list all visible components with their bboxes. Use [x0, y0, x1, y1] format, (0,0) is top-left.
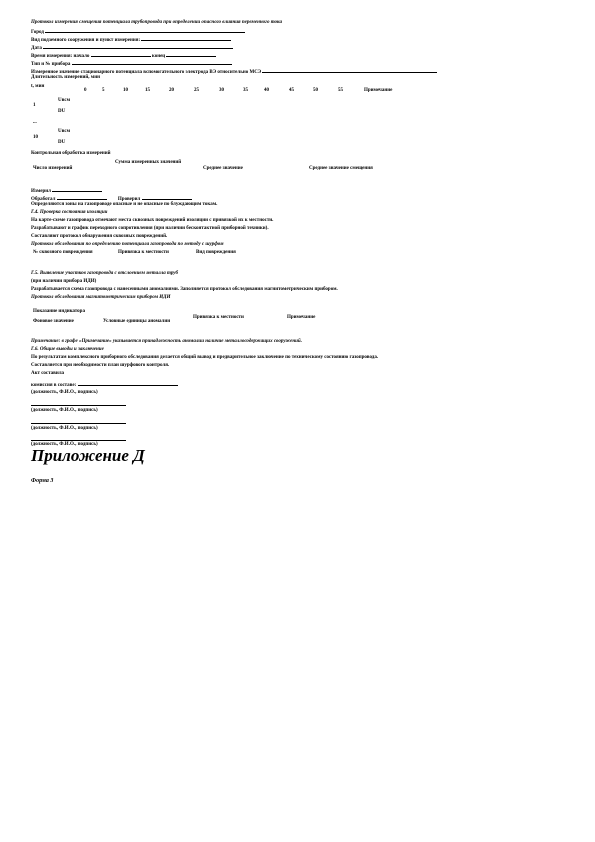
g4-title: Г.4. Проверка состояния изоляции [31, 210, 108, 215]
field-end-label: конец [151, 54, 166, 59]
signature: (должность, Ф.И.О., подпись) [31, 426, 98, 431]
signature-rule [31, 423, 126, 424]
fill-line [141, 35, 231, 41]
time-tick: 55 [338, 88, 343, 93]
control-title: Контрольная обработка измерений [31, 151, 111, 156]
signature: (должность, Ф.И.О., подпись) [31, 442, 98, 447]
fill-line [262, 67, 437, 73]
g5-col: Показание индикатора [33, 309, 85, 314]
g4-line: Разрабатывают и график переходного сопротивления (при наличии бесконтактной приборной техники). [31, 226, 269, 231]
note-zone: Определяются зоны на газопроводе опасные и не опасные по блуждающим токам. [31, 202, 218, 207]
g5-title: Г.5. Выявление участков газопровода с отслоением металла труб [31, 271, 179, 276]
time-tick: 15 [145, 88, 150, 93]
g4-line: На карте-схеме газопровода отмечают места сквозных повреждений изоляции с привязкой их к местности. [31, 218, 274, 223]
g4-line: Составляют протокол обнаружения сквозных повреждений. [31, 234, 168, 239]
signoff-label: Измерил [31, 189, 51, 194]
time-tick: 10 [123, 88, 128, 93]
row-index: ... [33, 120, 37, 125]
time-tick: 40 [264, 88, 269, 93]
g6-line: По результатам комплексного приборного обследования делается общий вывод и предварительное заключение по техническому состоянию газопровода. [31, 355, 379, 360]
g4-protocol: Протокол обследования по определению потенциала газопровода по методу с шурфом [31, 242, 224, 247]
g5-col: Условные единицы аномалии [103, 319, 171, 324]
time-tick: 35 [243, 88, 248, 93]
control-col: Число измерений [33, 166, 73, 171]
appendix-title: Приложение Д [31, 446, 145, 465]
signoff-label: Проверил [117, 197, 141, 202]
measured-value-label: Измеренное значение стационарного потенциала вспомогательного электрода ВЭ относительно МСЭ [31, 70, 262, 75]
g5-col: Примечание [287, 315, 316, 320]
signature: (должность, Ф.И.О., подпись) [31, 390, 98, 395]
time-tick: 0 [84, 88, 87, 93]
time-tick: 20 [169, 88, 174, 93]
g6-commission [31, 380, 178, 389]
time-tick: 30 [219, 88, 224, 93]
g4-col: Вид повреждения [196, 250, 236, 255]
fill-line [166, 51, 216, 57]
g4-col: № сквозного повреждения [33, 250, 93, 255]
g6-remark: Примечание: в графе «Примечание» указывается принадлежность аномалии наличие металлосодержащих сооружений. [31, 339, 302, 344]
g5-sub: (при наличии прибора ИДИ) [31, 279, 97, 284]
time-note: Примечание [364, 88, 393, 93]
signature: (должность, Ф.И.О., подпись) [31, 408, 98, 413]
fill-line [142, 194, 192, 200]
g6-line: Составляется при необходимости план шурфового контроля. [31, 363, 170, 368]
fill-line [45, 27, 245, 33]
g6-title: Г.6. Общие выводы и заключение [31, 347, 104, 352]
field-label: Вид подземного сооружения и пункт измерения: [31, 38, 141, 43]
fill-line [72, 59, 232, 65]
signoff-label: Обработал [31, 197, 56, 202]
field-label: Тип и № прибора [31, 62, 71, 67]
g5-col: Привязка к местности [193, 315, 244, 320]
fill-line [91, 51, 151, 57]
protocol-title: Протокол измерения смещения потенциала трубопровода при определении опасного влияния переменного тока [31, 20, 282, 25]
fill-line [57, 194, 107, 200]
control-col: Среднее значение смещения [309, 166, 373, 171]
row-a: Uвсм [58, 98, 70, 103]
control-col: Среднее значение [203, 166, 243, 171]
row-index: 1 [33, 103, 36, 108]
g6-act: Акт составила [31, 371, 65, 376]
control-col: Сумма измеренных значений [115, 160, 182, 165]
time-tick: 45 [289, 88, 294, 93]
time-label: t, мин [31, 84, 45, 89]
g5-protocol: Протокол обследования магнитометрическим прибором ИДИ [31, 295, 171, 300]
fill-line [43, 43, 233, 49]
row-a: Uвсм [58, 129, 70, 134]
fill-line [52, 186, 102, 192]
time-tick: 50 [313, 88, 318, 93]
row-b: DU [58, 140, 66, 145]
commission-label: комиссия в составе: [31, 383, 77, 388]
time-tick: 25 [194, 88, 199, 93]
fill-line [78, 380, 178, 386]
g4-col: Привязка к местности [118, 250, 169, 255]
field-label: Время измерения: начало [31, 54, 90, 59]
signature-rule [31, 440, 126, 441]
row-b: DU [58, 109, 66, 114]
duration-line: Длительность измерений, мин [31, 75, 100, 80]
signature-rule [31, 405, 126, 406]
g5-line: Разрабатывается схема газопровода с нанесенными аномалиями. Заполняется протокол обследования магнитометрическим прибором. [31, 287, 338, 292]
time-tick: 5 [102, 88, 105, 93]
field-label: Город [31, 30, 44, 35]
g5-col: Фоновое значение [33, 319, 74, 324]
field-label: Дата [31, 46, 42, 51]
row-index: 10 [33, 135, 38, 140]
form-label: Форма 3 [31, 478, 54, 484]
